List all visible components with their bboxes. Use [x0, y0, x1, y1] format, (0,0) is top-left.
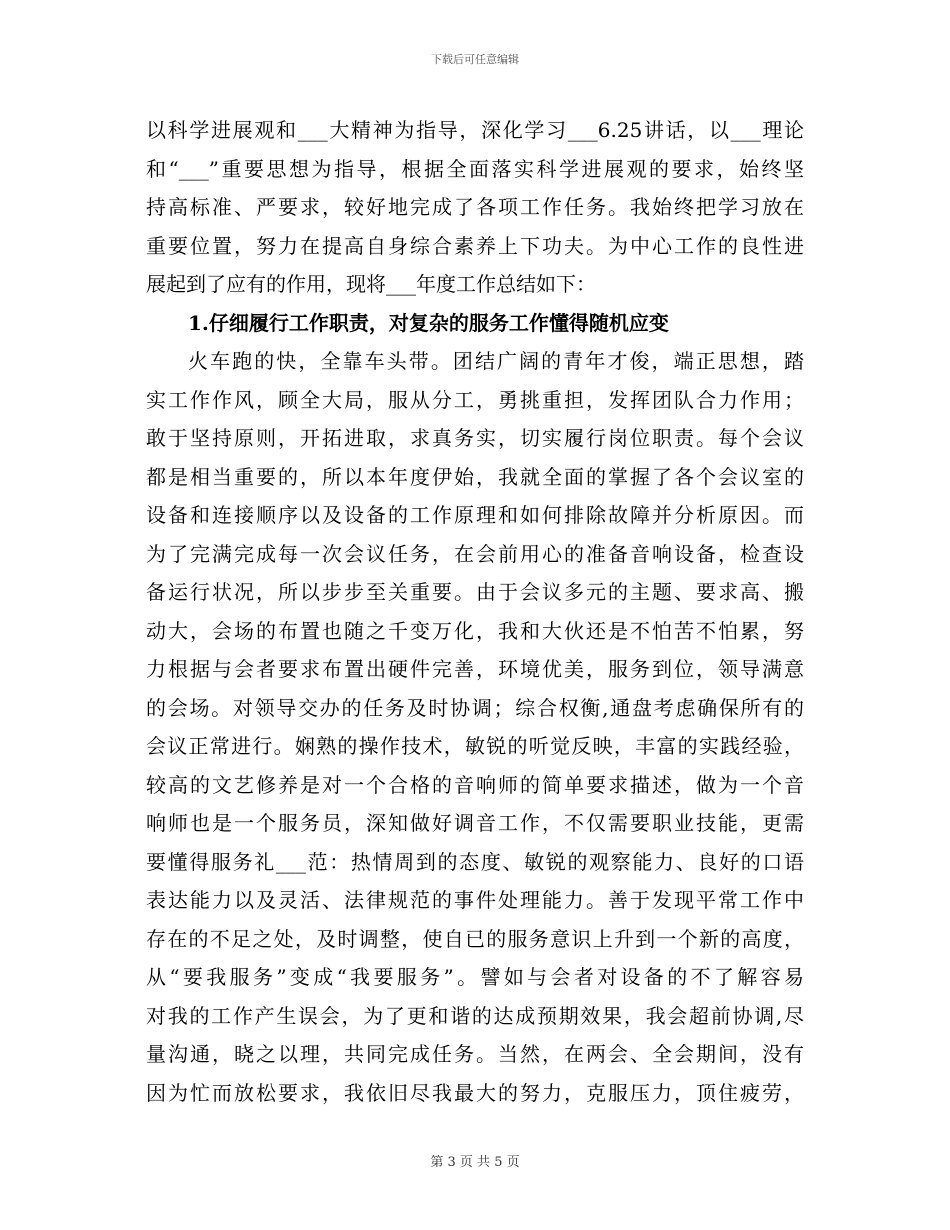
body-line: 要懂得服务礼___范：热情周到的态度、敏锐的观察能力、良好的口语	[146, 849, 804, 874]
body-line: 以科学进展观和___大精神为指导，深化学习___6.25讲话，以___理论	[146, 118, 804, 142]
body-line: 会议正常进行。娴熟的操作技术，敏锐的听觉反映，丰富的实践经验，	[146, 734, 804, 758]
body-line: 实工作作风，顾全大局，服从分工，勇挑重担，发挥团队合力作用；	[146, 387, 804, 412]
body-line: 存在的不足之处，及时调整，使自已的服务意识上升到一个新的高度，	[146, 926, 804, 951]
body-line: 表达能力以及灵活、法律规范的事件处理能力。善于发现平常工作中	[146, 888, 804, 912]
body-line: 响师也是一个服务员，深知做好调音工作，不仅需要职业技能，更需	[146, 811, 804, 835]
body-line: 和“___”重要思想为指导，根据全面落实科学进展观的要求，始终坚	[146, 156, 804, 181]
body-line: 敢于坚持原则，开拓进取，求真务实，切实履行岗位职责。每个会议	[146, 426, 804, 450]
body-line: 设备和连接顺序以及设备的工作原理和如何排除故障并分析原因。而	[146, 503, 804, 527]
body-line: 火车跑的快，全靠车头带。团结广阔的青年才俊，端正思想，踏	[188, 349, 804, 373]
body-line: 的会场。对领导交办的任务及时协调；综合权衡,通盘考虑确保所有的	[146, 695, 804, 720]
body-line: 较高的文艺修养是对一个合格的音响师的简单要求描述，做为一个音	[146, 772, 804, 797]
document-body	[146, 111, 804, 1112]
body-line: 因为忙而放松要求，我依旧尽我最大的努力，克服压力，顶住疲劳，	[146, 1080, 804, 1105]
body-line: 备运行状况，所以步步至关重要。由于会议多元的主题、要求高、搬	[146, 580, 804, 604]
body-line: 力根据与会者要求布置出硬件完善，环境优美，服务到位，领导满意	[146, 657, 804, 681]
body-line: 动大，会场的布置也随之千变万化，我和大伙还是不怕苦不怕累，努	[146, 618, 804, 643]
body-line: 从“要我服务”变成“我要服务”。譬如与会者对设备的不了解容易	[146, 965, 804, 989]
page-header: 下载后可任意编辑	[431, 53, 519, 66]
body-line: 重要位置，努力在提高自身综合素养上下功夫。为中心工作的良性进	[146, 233, 804, 258]
section-heading: 1.仔细履行工作职责，对复杂的服务工作懂得随机应变	[188, 310, 669, 335]
page-number: 第 3 页 共 5 页	[430, 1155, 520, 1170]
body-line: 量沟通，晓之以理，共同完成任务。当然，在两会、全会期间，没有	[146, 1042, 804, 1066]
body-line: 展起到了应有的作用，现将___年度工作总结如下：	[146, 272, 596, 296]
body-line: 为了完满完成每一次会议任务，在会前用心的准备音响设备，检查设	[146, 541, 804, 566]
body-line: 对我的工作产生误会，为了更和谐的达成预期效果，我会超前协调,尽	[146, 1003, 804, 1028]
body-line: 持高标准、严要求，较好地完成了各项工作任务。我始终把学习放在	[146, 195, 804, 219]
body-line: 都是相当重要的，所以本年度伊始，我就全面的掌握了各个会议室的	[146, 464, 804, 489]
